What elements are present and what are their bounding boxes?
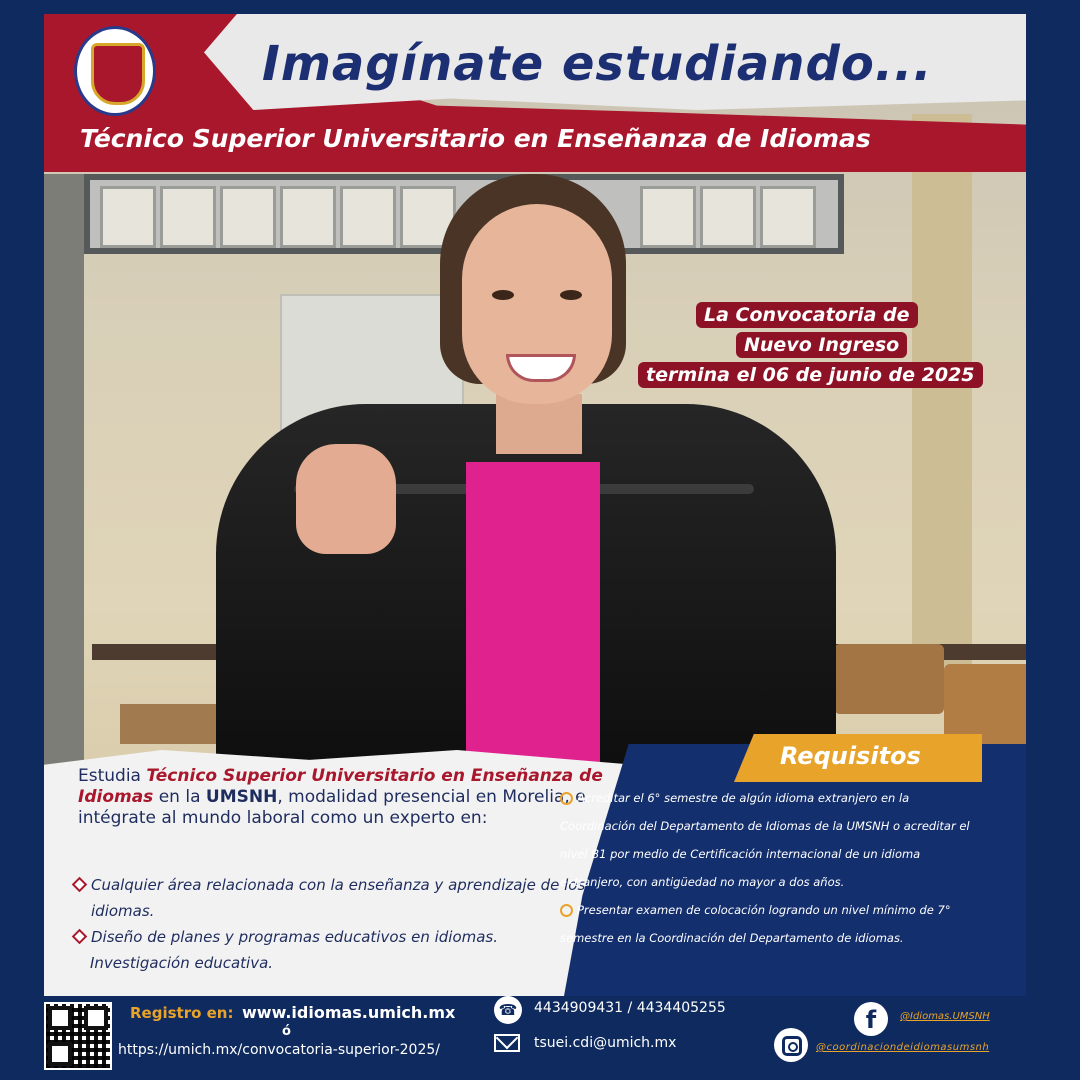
registration-link[interactable]: www.idiomas.umich.mx	[242, 1003, 456, 1022]
university-name: UMSNH	[205, 787, 278, 807]
list-item	[70, 924, 590, 950]
diamond-bullet-icon	[72, 929, 88, 945]
eye	[492, 290, 514, 300]
phone-numbers[interactable]: 4434909431 / 4434405255	[534, 1000, 726, 1016]
intro-text: Estudia	[78, 766, 147, 786]
program-subtitle: Técnico Superior Universitario en Enseñanza de Idiomas	[80, 124, 871, 153]
instagram-handle[interactable]: @coordinaciondeidiomasumsnh	[816, 1042, 990, 1053]
seal-shield	[91, 43, 145, 105]
facebook-icon[interactable]: f	[854, 1002, 888, 1036]
university-seal-logo	[74, 26, 156, 116]
list-item-text: Acreditar el 6° semestre de algún idioma extranjero en la Coordinación del Departamento de Idiomas de la UMSNH o acreditar el nivel B1 por medio de Certificación internacional de un idioma extranjero, con antigüedad no mayor a dos años.	[560, 791, 970, 889]
list-item	[70, 950, 590, 976]
wall-pillar	[912, 114, 972, 694]
instagram-icon[interactable]	[774, 1028, 808, 1062]
diamond-bullet-icon	[72, 877, 88, 893]
intro-text: , modalidad presencial en Morelia, e intégrate al mundo laboral como un experto en:	[78, 787, 586, 828]
page-title: Imagínate estudiando...	[262, 36, 933, 92]
deadline-line2: Nuevo Ingreso	[736, 332, 907, 358]
registration-label: Registro en:	[130, 1004, 234, 1022]
deadline-line1: La Convocatoria de	[696, 302, 918, 328]
list-item	[560, 784, 976, 896]
qr-code[interactable]	[44, 1002, 112, 1070]
list-item-text: Diseño de planes y programas educativos en idiomas.	[91, 928, 499, 946]
deadline-callout	[638, 302, 1026, 398]
requirements-title: Requisitos	[780, 742, 921, 770]
program-name: Técnico Superior Universitario en Enseñanza de Idiomas	[78, 766, 603, 807]
email-link[interactable]: tsuei.cdi@umich.mx	[534, 1035, 677, 1051]
chair	[944, 664, 1026, 744]
deadline-line3: termina el 06 de junio de 2025	[638, 362, 983, 388]
list-item-text: Presentar examen de colocación logrando un nivel mínimo de 7° semestre en la Coordinación del Departamento de idiomas.	[560, 903, 951, 945]
list-item	[560, 896, 976, 952]
program-intro	[78, 766, 608, 829]
requirements-list	[560, 784, 976, 952]
or-text: ó	[282, 1024, 291, 1039]
registration-link-2[interactable]: https://umich.mx/convocatoria-superior-2025/	[118, 1042, 440, 1058]
facebook-handle[interactable]: @Idiomas.UMSNH	[900, 1011, 990, 1022]
header	[44, 14, 1026, 174]
wall-column	[44, 174, 84, 774]
ring-bullet-icon	[560, 904, 573, 917]
mail-icon	[494, 1034, 520, 1052]
career-fields-list	[70, 872, 590, 976]
chair	[834, 644, 944, 714]
list-item-text: Cualquier área relacionada con la enseñanza y aprendizaje de los idiomas.	[91, 876, 586, 920]
intro-text: en la	[153, 787, 206, 807]
raised-fist	[296, 444, 396, 554]
list-item-text: Investigación educativa.	[90, 954, 274, 972]
eye	[560, 290, 582, 300]
woman-sweater	[466, 462, 600, 782]
ring-bullet-icon	[560, 792, 573, 805]
list-item	[70, 872, 590, 924]
phone-icon: ☎	[494, 996, 522, 1024]
